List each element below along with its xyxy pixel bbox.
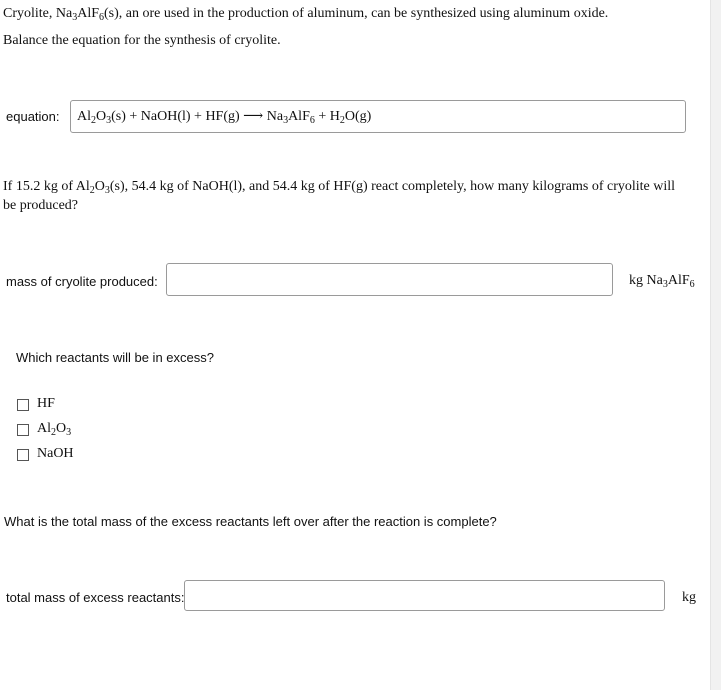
question-text: (s), 54.4 kg of NaOH(l), and 54.4 kg of HF(g) react completely, how many kilograms of cryolite will: [109, 179, 676, 194]
subscript: 2: [89, 185, 95, 196]
question-2: What is the total mass of the excess reactants left over after the reaction is complete?: [4, 514, 497, 529]
subscript: 2: [339, 115, 345, 126]
subscript: 3: [106, 115, 112, 126]
checkbox-hf[interactable]: [17, 399, 29, 411]
equation-part: Al: [77, 109, 91, 124]
unit-text: AlF: [667, 273, 690, 288]
question-text: O: [94, 179, 105, 194]
mass-cryolite-input[interactable]: [166, 263, 613, 296]
option-naoh[interactable]: [17, 446, 97, 464]
equation-part: O: [96, 109, 107, 124]
equation-part: AlF: [288, 109, 310, 124]
intro-text: Cryolite, Na: [3, 6, 73, 21]
intro-text: AlF: [77, 6, 100, 21]
option-al2o3[interactable]: [17, 421, 97, 441]
subscript: 2: [51, 427, 56, 438]
mass-cryolite-unit: [629, 273, 695, 289]
intro-line-1: [3, 6, 608, 22]
excess-question: Which reactants will be in excess?: [16, 350, 214, 365]
checkbox-naoh[interactable]: [17, 449, 29, 461]
question-text: If 15.2 kg of Al: [3, 179, 90, 194]
total-excess-input[interactable]: [184, 580, 665, 611]
scrollbar[interactable]: [710, 0, 721, 690]
question-1-line-1: [3, 179, 675, 195]
subscript: 2: [91, 115, 96, 126]
subscript: 6: [309, 115, 315, 126]
total-excess-label: total mass of excess reactants:: [6, 590, 185, 605]
unit-text: kg Na: [629, 273, 663, 288]
equation-part: + H: [314, 109, 340, 124]
subscript: 3: [662, 279, 668, 290]
subscript: 3: [283, 115, 289, 126]
subscript: 6: [689, 279, 695, 290]
intro-text: (s), an ore used in the production of aluminum, can be synthesized using aluminum oxide.: [104, 6, 609, 21]
equation-text: [77, 108, 371, 125]
subscript: 3: [104, 185, 110, 196]
subscript: 3: [72, 12, 78, 23]
option-label-part: Al: [37, 421, 51, 436]
equation-label: equation:: [6, 109, 60, 124]
subscript: 3: [66, 427, 72, 438]
option-label: [37, 421, 71, 437]
total-excess-unit: kg: [682, 590, 696, 605]
subscript: 6: [99, 12, 105, 23]
intro-line-2: Balance the equation for the synthesis of cryolite.: [3, 33, 281, 48]
checkbox-al2o3[interactable]: [17, 424, 29, 436]
option-label: HF: [37, 396, 55, 411]
option-label: NaOH: [37, 446, 74, 461]
equation-part: (s) + NaOH(l) + HF(g) ⟶ Na: [111, 109, 284, 124]
equation-part: O(g): [344, 109, 372, 124]
option-hf[interactable]: [17, 396, 97, 414]
question-1-line-2: be produced?: [3, 198, 79, 213]
mass-cryolite-label: mass of cryolite produced:: [6, 274, 158, 289]
option-label-part: O: [56, 421, 67, 436]
equation-field[interactable]: [70, 100, 686, 133]
